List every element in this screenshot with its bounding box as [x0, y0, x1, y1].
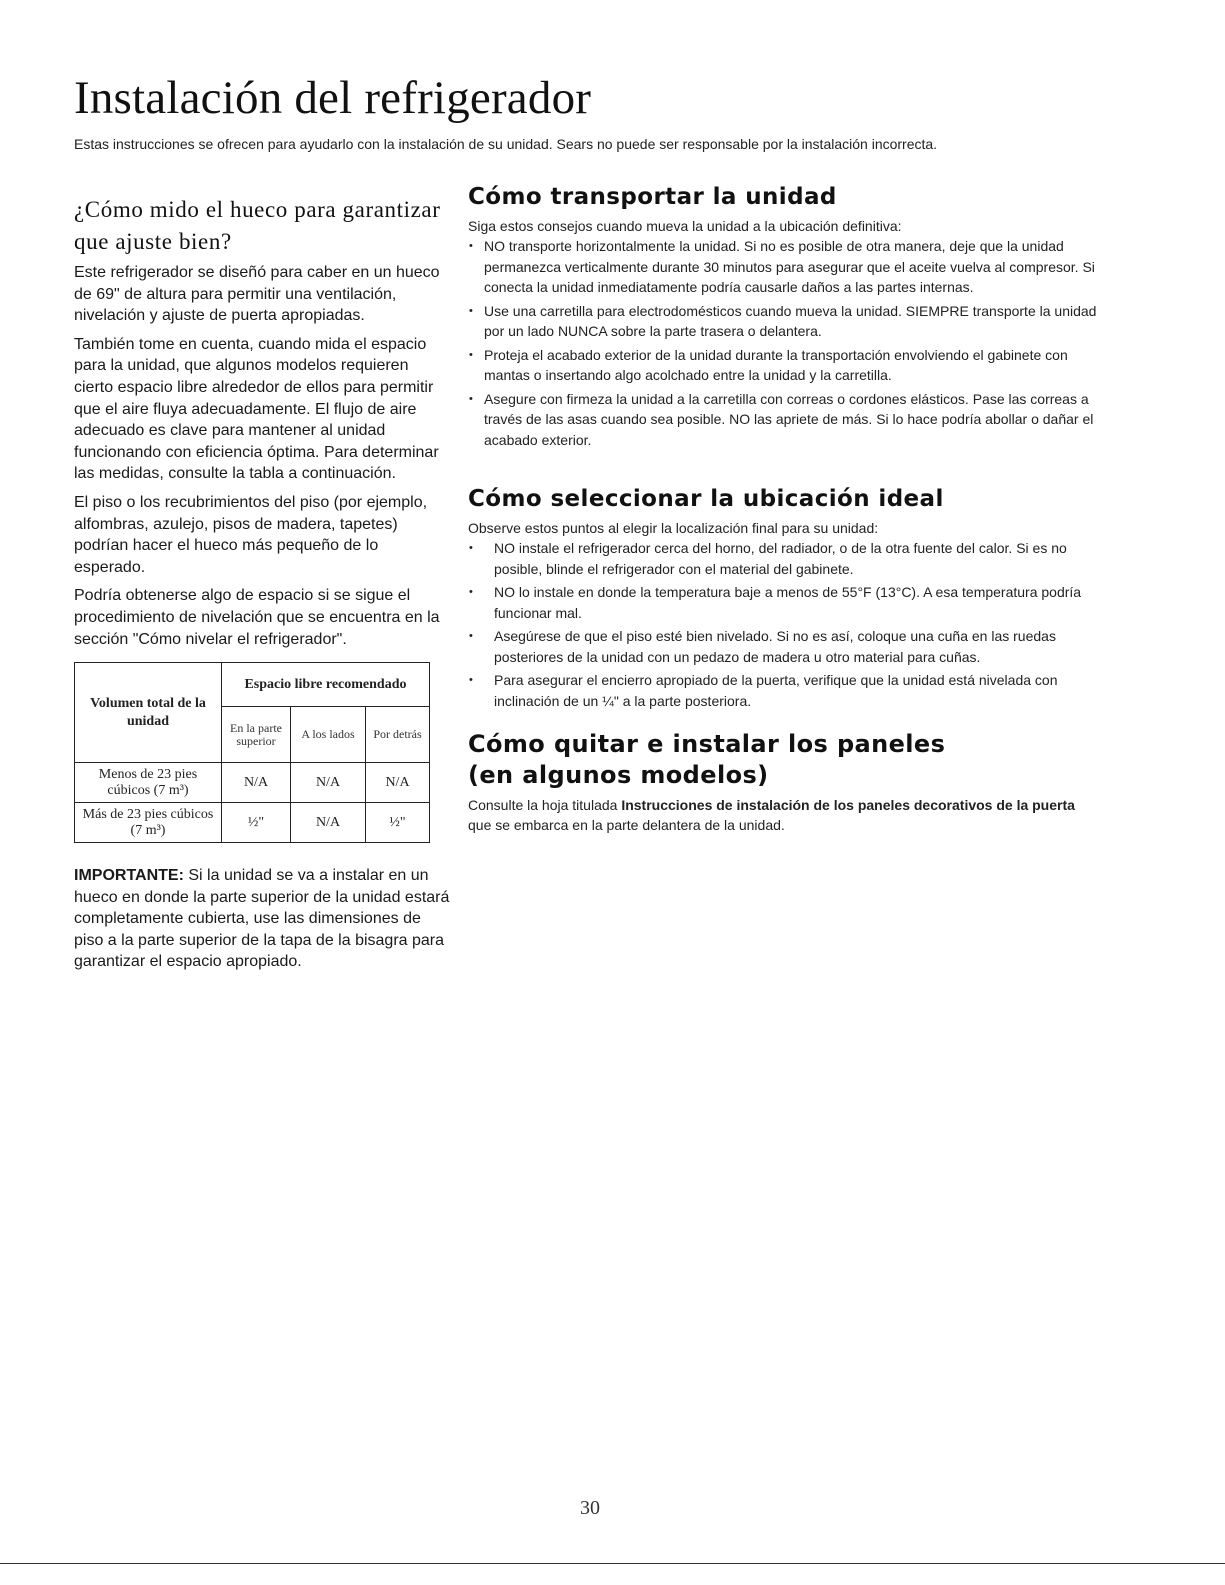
bullet-icon: • [469, 630, 473, 642]
right-column [468, 182, 1098, 835]
panels-section [468, 729, 1098, 835]
location-section [468, 484, 1098, 711]
list-item-text: Proteja el acabado exterior de la unidad durante la transportación envolviendo el gabinete con mantas o insertando algo acolchado entre la unidad y la carretilla. [484, 346, 1068, 383]
transport-section [468, 182, 1098, 450]
list-item [468, 345, 1098, 386]
location-list [468, 538, 1098, 711]
measure-heading: ¿Cómo mido el hueco para garantizar que ajuste bien? [74, 197, 441, 254]
measure-paragraph-2: También tome en cuenta, cuando mida el espacio para la unidad, que algunos modelos requieren cierto espacio libre alrededor de ellos para permitir que el aire fluya adecuadamente. El flujo de aire adecuado es clave para mantener al unidad funcionando con eficiencia óptima. Para determinar las medidas, consulte la tabla a continuación. [74, 335, 439, 483]
table-cell-top: ½" [222, 803, 291, 843]
location-heading: Cómo seleccionar la ubicación ideal [468, 486, 944, 512]
measure-paragraph-4: Podría obtenerse algo de espacio si se sigue el procedimiento de nivelación que se encuentra en la sección "Cómo nivelar el refrigerador". [74, 587, 440, 648]
table-cell-label: Más de 23 pies cúbicos (7 m³) [75, 803, 222, 843]
table-row [75, 763, 430, 803]
list-item-text: NO lo instale en donde la temperatura baje a menos de 55°F (13°C). A esa temperatura podría funcionar mal. [494, 584, 1082, 621]
bottom-rule [0, 1563, 1225, 1564]
panels-heading [468, 729, 1098, 791]
list-item [468, 301, 1098, 342]
panels-heading-line2: (en algunos modelos) [468, 761, 769, 789]
table-cell-sides: N/A [291, 803, 366, 843]
important-label: IMPORTANTE: [74, 867, 184, 885]
list-item-text: Para asegurar el encierro apropiado de la puerta, verifique que la unidad está nivelada con inclinación de un ¼" a la parte posteriora. [494, 672, 1058, 709]
page-title: Instalación del refrigerador [74, 72, 592, 124]
important-note [74, 865, 452, 973]
table-header-space: Espacio libre recomendado [222, 663, 430, 707]
transport-intro: Siga estos consejos cuando mueva la unidad a la ubicación definitiva: [468, 218, 902, 234]
table-cell-sides: N/A [291, 763, 366, 803]
table-header-volume: Volumen total de la unidad [75, 663, 222, 763]
bullet-icon: • [469, 586, 473, 598]
list-item-text: NO instale el refrigerador cerca del horno, del radiador, o de la otra fuente del calor. Si es no posible, blinde el refrigerador con el material del gabinete. [494, 540, 1067, 577]
bullet-icon: • [469, 240, 473, 252]
measure-paragraph-3: El piso o los recubrimientos del piso (por ejemplo, alfombras, azulejo, pisos de madera, tapetes) podrían hacer el hueco más pequeño de lo esperado. [74, 493, 428, 576]
list-item [468, 389, 1098, 451]
bullet-icon: • [469, 392, 473, 405]
table-cell-label: Menos de 23 pies cúbicos (7 m³) [75, 763, 222, 803]
list-item-text: Use una carretilla para electrodomésticos cuando mueva la unidad. SIEMPRE transporte la unidad por un lado NUNCA sobre la parte trasera o delantera. [484, 302, 1097, 339]
list-item [468, 236, 1098, 298]
important-text: Si la unidad se va a instalar en un hueco en donde la parte superior de la unidad estará completamente cubierta, use las dimensiones de piso a la parte superior de la tapa de la bisagra para garantizar el espacio apropiado. [74, 867, 450, 971]
transport-list [468, 236, 1098, 450]
panels-text-before: Consulte la hoja titulada [468, 797, 622, 813]
table-subheader-back: Por detrás [366, 707, 430, 763]
table-cell-top: N/A [222, 763, 291, 803]
list-item-text: Asegúrese de que el piso esté bien nivelado. Si no es así, coloque una cuña en las ruedas posteriores de la unidad con un pedazo de madera u otro material para cuñas. [494, 628, 1056, 665]
location-intro: Observe estos puntos al elegir la localización final para su unidad: [468, 520, 879, 536]
panels-heading-line1: Cómo quitar e instalar los paneles [468, 730, 946, 758]
list-item [468, 626, 1098, 667]
clearance-table [74, 662, 430, 843]
measure-paragraph-1: Este refrigerador se diseñó para caber en un hueco de 69" de altura para permitir una ventilación, nivelación y ajuste de puerta apropiadas. [74, 264, 440, 325]
left-column [74, 194, 452, 973]
bullet-icon: • [469, 542, 473, 554]
page-number: 30 [580, 1497, 600, 1519]
panels-text-after: que se embarca en la parte delantera de la unidad. [468, 817, 785, 833]
list-item-text: Asegure con firmeza la unidad a la carretilla con correas o cordones elásticos. Pase las correas a través de las asas cuando sea posible. NO las apriete de más. Si lo hace podría abollar o dañar el acabado exterior. [484, 390, 1094, 448]
table-cell-back: N/A [366, 763, 430, 803]
transport-heading: Cómo transportar la unidad [468, 184, 837, 210]
table-row [75, 803, 430, 843]
list-item-text: NO transporte horizontalmente la unidad. Si no es posible de otra manera, deje que la unidad permanezca verticalmente durante 30 minutos para asegurar que el aceite vuelva al compresor. Si conecta la unidad inmediatamente podría causarle daños a las partes internas. [484, 238, 1095, 295]
list-item [468, 582, 1098, 623]
list-item [468, 538, 1098, 579]
list-item [468, 670, 1098, 711]
bullet-icon: • [469, 304, 473, 317]
intro-text: Estas instrucciones se ofrecen para ayudarlo con la instalación de su unidad. Sears no puede ser responsable por la instalación incorrecta. [74, 136, 938, 152]
panels-text [468, 795, 1098, 835]
bullet-icon: • [469, 674, 473, 686]
bullet-icon: • [469, 348, 473, 361]
panels-text-bold: Instrucciones de instalación de los paneles decorativos de la puerta [621, 797, 1075, 813]
table-subheader-top: En la parte superior [222, 707, 291, 763]
table-subheader-sides: A los lados [291, 707, 366, 763]
table-cell-back: ½" [366, 803, 430, 843]
